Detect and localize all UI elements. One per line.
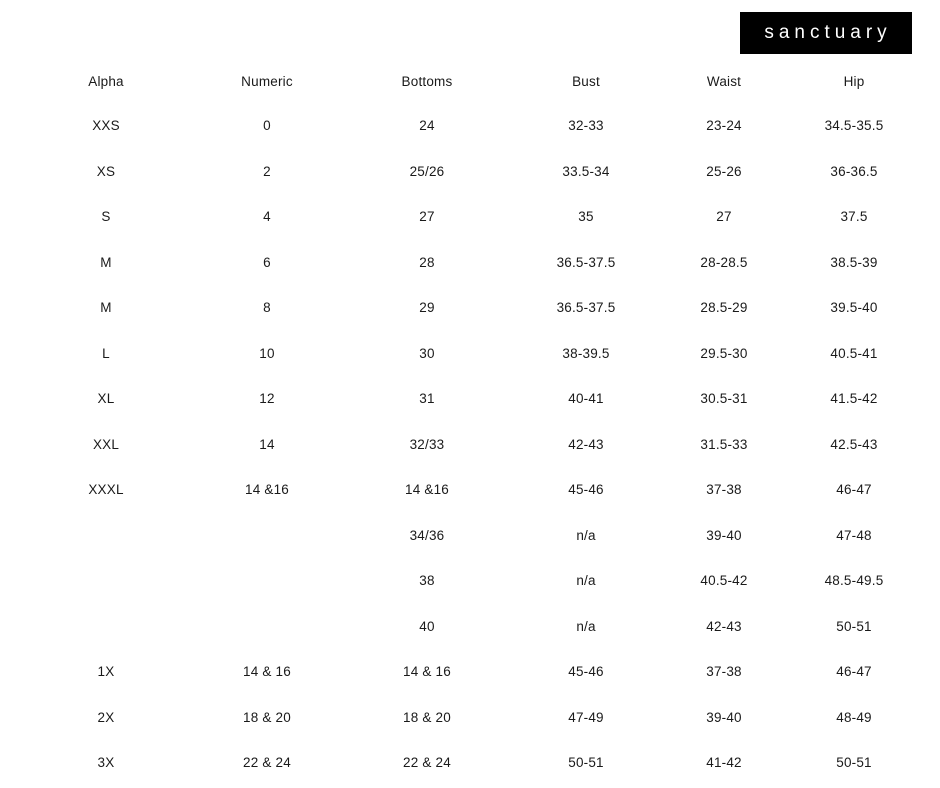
table-header: [20, 66, 920, 103]
cell-bottoms: 31: [419, 391, 435, 407]
cell-alpha: XL: [97, 391, 115, 407]
table-row: [20, 649, 920, 695]
cell-bust: 47-49: [568, 709, 604, 725]
cell-bust: 36.5-37.5: [556, 300, 616, 316]
cell-bottoms: 40: [419, 618, 435, 634]
cell-bottoms: 24: [419, 118, 435, 134]
cell-bust: 45-46: [568, 482, 604, 498]
cell-alpha: XXXL: [88, 482, 124, 498]
cell-numeric: 14 &16: [245, 482, 289, 498]
table-row: [20, 604, 920, 650]
cell-bust: 40-41: [568, 391, 604, 407]
table-row: [20, 558, 920, 604]
cell-alpha: XXS: [92, 118, 120, 134]
cell-bust: 32-33: [568, 118, 604, 134]
cell-hip: 50-51: [836, 618, 872, 634]
cell-bottoms: 14 &16: [405, 482, 449, 498]
table-row: [20, 285, 920, 331]
cell-waist: 28-28.5: [700, 254, 748, 270]
cell-bust: n/a: [576, 618, 596, 634]
cell-alpha: 1X: [97, 664, 115, 680]
cell-bottoms: 29: [419, 300, 435, 316]
table-row: [20, 740, 920, 786]
cell-hip: 34.5-35.5: [824, 118, 884, 134]
cell-bust: 38-39.5: [562, 345, 610, 361]
cell-hip: 40.5-41: [830, 345, 878, 361]
size-chart-table: [20, 66, 920, 786]
cell-numeric: 6: [263, 254, 271, 270]
cell-hip: 42.5-43: [830, 436, 878, 452]
cell-hip: 38.5-39: [830, 254, 878, 270]
cell-numeric: 22 & 24: [243, 755, 291, 771]
table-row: [20, 513, 920, 559]
cell-numeric: 18 & 20: [243, 709, 291, 725]
cell-bust: 42-43: [568, 436, 604, 452]
table-row: [20, 376, 920, 422]
cell-bottoms: 38: [419, 573, 435, 589]
cell-waist: 39-40: [706, 709, 742, 725]
cell-waist: 31.5-33: [700, 436, 748, 452]
cell-numeric: 4: [263, 209, 271, 225]
brand-name: sanctuary: [764, 22, 892, 43]
cell-hip: 46-47: [836, 664, 872, 680]
table-row: [20, 149, 920, 195]
brand-logo: [740, 12, 912, 54]
cell-numeric: 12: [259, 391, 275, 407]
table-header-row: [20, 66, 920, 103]
cell-bottoms: 30: [419, 345, 435, 361]
cell-bottoms: 18 & 20: [403, 709, 451, 725]
cell-hip: 41.5-42: [830, 391, 878, 407]
column-header-waist: Waist: [706, 74, 742, 89]
cell-bust: 33.5-34: [562, 163, 610, 179]
cell-hip: 46-47: [836, 482, 872, 498]
cell-bust: 45-46: [568, 664, 604, 680]
cell-hip: 36-36.5: [830, 163, 878, 179]
cell-bottoms: 25/26: [409, 163, 445, 179]
cell-waist: 39-40: [706, 527, 742, 543]
table-row: [20, 240, 920, 286]
column-header-alpha: Alpha: [88, 74, 124, 89]
cell-alpha: [20, 513, 192, 559]
cell-alpha: M: [100, 300, 112, 316]
cell-hip: 47-48: [836, 527, 872, 543]
cell-bust: n/a: [576, 573, 596, 589]
table-row: [20, 194, 920, 240]
cell-numeric: 14 & 16: [243, 664, 291, 680]
cell-hip: 50-51: [836, 755, 872, 771]
cell-waist: 41-42: [706, 755, 742, 771]
cell-alpha: XXL: [92, 436, 120, 452]
cell-waist: 25-26: [706, 163, 742, 179]
column-header-numeric: Numeric: [241, 74, 293, 89]
cell-hip: 48.5-49.5: [824, 573, 884, 589]
cell-hip: 37.5: [840, 209, 868, 225]
cell-waist: 27: [716, 209, 732, 225]
cell-numeric: 0: [263, 118, 271, 134]
cell-waist: 40.5-42: [700, 573, 748, 589]
cell-waist: 37-38: [706, 664, 742, 680]
cell-numeric: 14: [259, 436, 275, 452]
cell-numeric: [192, 558, 342, 604]
cell-bottoms: 27: [419, 209, 435, 225]
table-row: [20, 695, 920, 741]
cell-waist: 42-43: [706, 618, 742, 634]
cell-numeric: 10: [259, 345, 275, 361]
cell-alpha: 2X: [97, 709, 115, 725]
cell-waist: 29.5-30: [700, 345, 748, 361]
cell-numeric: [192, 513, 342, 559]
cell-bust: n/a: [576, 527, 596, 543]
cell-bottoms: 32/33: [409, 436, 445, 452]
cell-alpha: L: [102, 345, 110, 361]
column-header-bottoms: Bottoms: [401, 74, 453, 89]
table-row: [20, 331, 920, 377]
cell-waist: 28.5-29: [700, 300, 748, 316]
cell-numeric: 8: [263, 300, 271, 316]
cell-alpha: [20, 558, 192, 604]
cell-bust: 35: [578, 209, 594, 225]
cell-alpha: 3X: [97, 755, 115, 771]
cell-bottoms: 28: [419, 254, 435, 270]
table-row: [20, 467, 920, 513]
column-header-hip: Hip: [843, 74, 865, 89]
cell-waist: 30.5-31: [700, 391, 748, 407]
column-header-bust: Bust: [572, 74, 600, 89]
cell-alpha: [20, 604, 192, 650]
cell-waist: 37-38: [706, 482, 742, 498]
cell-bottoms: 22 & 24: [403, 755, 451, 771]
cell-alpha: M: [100, 254, 112, 270]
cell-numeric: [192, 604, 342, 650]
cell-alpha: XS: [96, 163, 116, 179]
cell-bottoms: 14 & 16: [403, 664, 451, 680]
cell-bust: 36.5-37.5: [556, 254, 616, 270]
table-row: [20, 422, 920, 468]
cell-bust: 50-51: [568, 755, 604, 771]
cell-bottoms: 34/36: [409, 527, 445, 543]
cell-waist: 23-24: [706, 118, 742, 134]
cell-alpha: S: [101, 209, 111, 225]
cell-hip: 39.5-40: [830, 300, 878, 316]
cell-hip: 48-49: [836, 709, 872, 725]
table-body: [20, 103, 920, 786]
table-row: [20, 103, 920, 149]
cell-numeric: 2: [263, 163, 271, 179]
